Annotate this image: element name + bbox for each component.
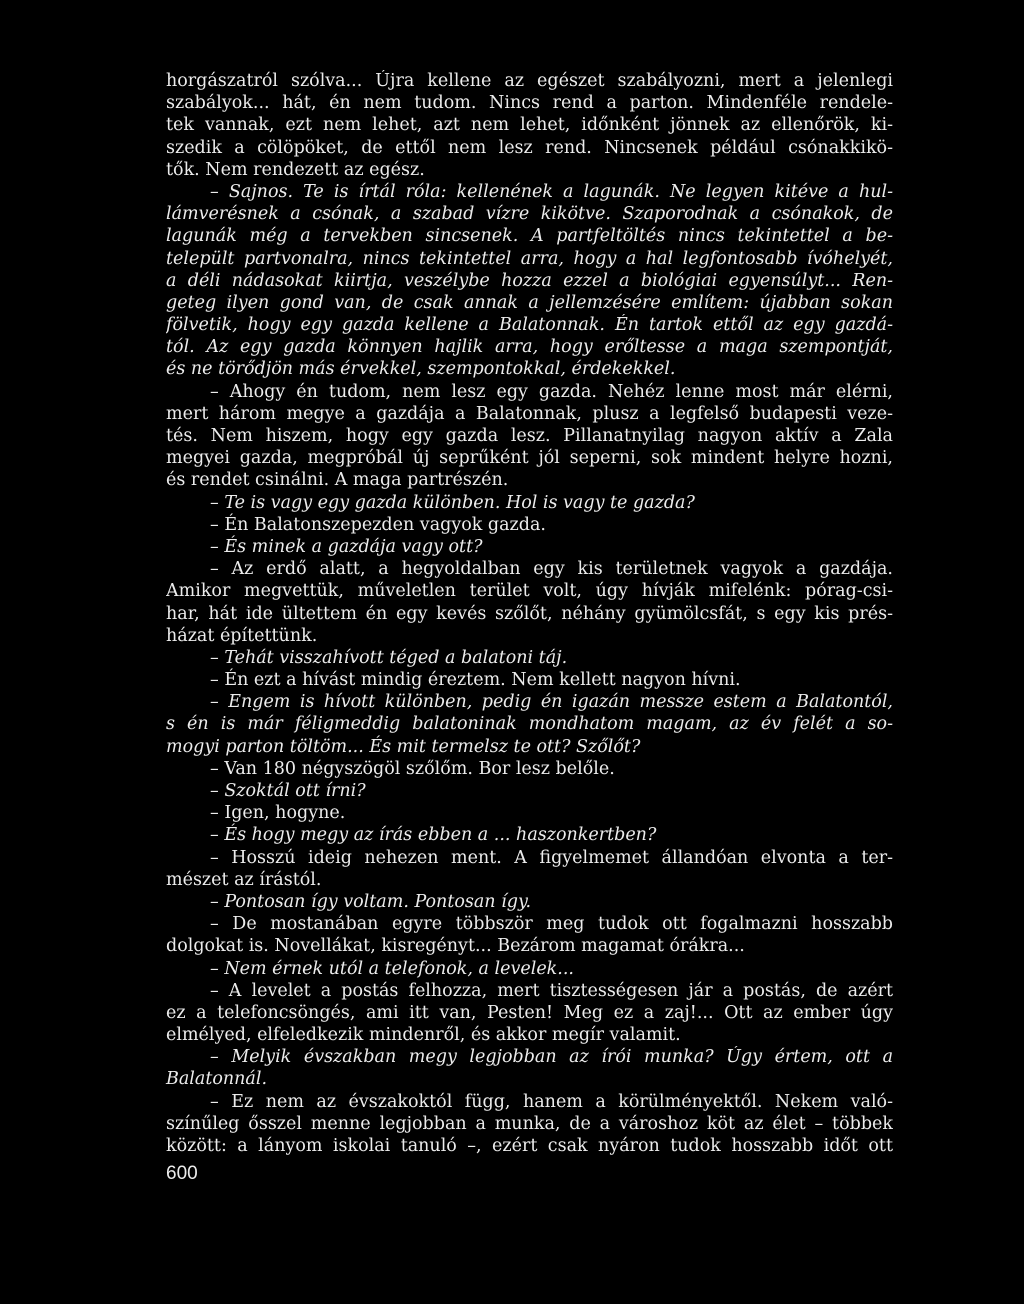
text-line: geteg ilyen gond van, de csak annak a jellemzésére említem: újabban sokan	[166, 292, 893, 313]
text-line: a déli nádasokat kiirtja, veszélybe hozza ezzel a biológiai egyensúlyt... Ren-	[166, 270, 893, 291]
text-line: – Igen, hogyne.	[210, 803, 346, 824]
text-line: megyei gazda, megpróbál új seprűként jól seperni, sok mindent helyre hozni,	[166, 448, 893, 469]
text-line: szedik a cölöpöket, de ettől nem lesz rend. Nincsenek például csónakkikö-	[166, 137, 893, 158]
text-line: – Sajnos. Te is írtál róla: kellenének a lagunák. Ne legyen kitéve a hul-	[210, 181, 893, 202]
text-line: – Engem is hívott különben, pedig én igazán messze estem a Balatontól,	[210, 692, 893, 713]
text-line: – Melyik évszakban megy legjobban az írói munka? Úgy értem, ott a	[210, 1047, 893, 1068]
text-line: elmélyed, elfeledkezik mindenről, és akkor megír valamit.	[166, 1025, 681, 1046]
text-line: – Hosszú ideig nehezen ment. A figyelmemet állandóan elvonta a ter-	[210, 847, 893, 868]
text-line: színűleg ősszel menne legjobban a munka, de a városhoz köt az élet – többek	[166, 1113, 893, 1134]
text-line: – Szoktál ott írni?	[210, 781, 366, 801]
text-line: mészet az írástól.	[166, 869, 322, 890]
text-line: – És minek a gazdája vagy ott?	[210, 536, 483, 557]
text-line: fölvetik, hogy egy gazda kellene a Balatonnak. Én tartok ettől az egy gazdá-	[166, 315, 893, 336]
text-line: har, hát ide ültettem én egy kevés szőlőt, néhány gyümölcsfát, s egy kis prés-	[166, 603, 893, 624]
text-line: lámverésnek a csónak, a szabad vízre kikötve. Szaporodnak a csónakok, de	[166, 204, 893, 225]
text-line: – Van 180 négyszögöl szőlőm. Bor lesz belőle.	[210, 758, 615, 779]
text-line: mert három megye a gazdája a Balatonnak, plusz a legfelső budapesti veze-	[166, 403, 893, 424]
text-line: házat építettünk.	[166, 625, 318, 646]
text-line: települt partvonalra, nincs tekintettel arra, hogy a hal legfontosabb ívóhelyét,	[166, 248, 893, 269]
text-line: – Ahogy én tudom, nem lesz egy gazda. Nehéz lenne most már elérni,	[210, 381, 893, 402]
page-text	[166, 70, 893, 1157]
text-line: Balatonnál.	[166, 1069, 268, 1090]
text-line: – A levelet a postás felhozza, mert tisztességesen jár a postás, de azért	[210, 980, 893, 1001]
text-line: – Én ezt a hívást mindig éreztem. Nem kellett nagyon hívni.	[210, 670, 741, 691]
text-line: lagunák még a tervekben sincsenek. A partfeltöltés nincs tekintettel a be-	[166, 226, 893, 247]
text-line: – Ez nem az évszakoktól függ, hanem a körülményektől. Nekem való-	[210, 1091, 893, 1112]
text-line: tők. Nem rendezett az egész.	[166, 159, 425, 180]
text-line: – És hogy megy az írás ebben a ... haszonkertben?	[210, 825, 657, 846]
text-line: Amikor megvettük, műveletlen terület volt, úgy hívják mifelénk: pórag-csi-	[166, 581, 893, 602]
text-line: ez a telefoncsöngés, ami itt van, Pesten! Meg ez a zaj!... Ott az ember úgy	[166, 1002, 893, 1023]
text-line: szabályok... hát, én nem tudom. Nincs rend a parton. Mindenféle rendele-	[166, 93, 893, 114]
text-line: tés. Nem hiszem, hogy egy gazda lesz. Pillanatnyilag nagyon aktív a Zala	[166, 426, 893, 446]
text-line: horgászatról szólva... Újra kellene az egészet szabályozni, mert a jelenlegi	[166, 71, 893, 91]
text-line: és ne törődjön más érvekkel, szempontokkal, érdekekkel.	[166, 359, 676, 380]
text-line: tól. Az egy gazda könnyen hajlik arra, hogy erőltesse a maga szempontját,	[166, 337, 893, 358]
text-line: mogyi parton töltöm... És mit termelsz te ott? Szőlőt?	[166, 736, 641, 757]
page-number: 600	[166, 1163, 198, 1184]
text-line: tek vannak, ezt nem lehet, azt nem lehet, időnként jönnek az ellenőrök, ki-	[166, 115, 893, 136]
text-line: s én is már féligmeddig balatoninak mondhatom magam, az év felét a so-	[166, 714, 893, 735]
text-line: – Pontosan így voltam. Pontosan így.	[210, 891, 532, 912]
text-line: – Nem érnek utól a telefonok, a levelek...	[210, 958, 574, 979]
text-line: – Az erdő alatt, a hegyoldalban egy kis területnek vagyok a gazdája.	[210, 559, 893, 580]
text-line: és rendet csinálni. A maga partrészén.	[166, 470, 509, 491]
text-line: – Te is vagy egy gazda különben. Hol is vagy te gazda?	[210, 492, 695, 513]
text-line: – Én Balatonszepezden vagyok gazda.	[210, 514, 546, 535]
text-line: – Tehát visszahívott téged a balatoni táj.	[210, 647, 568, 668]
text-line: – De mostanában egyre többször meg tudok ott fogalmazni hosszabb	[210, 914, 893, 935]
text-line: dolgokat is. Novellákat, kisregényt... Bezárom magamat órákra...	[166, 936, 745, 957]
text-line: között: a lányom iskolai tanuló –, ezért csak nyáron tudok hosszabb időt ott	[166, 1136, 893, 1156]
